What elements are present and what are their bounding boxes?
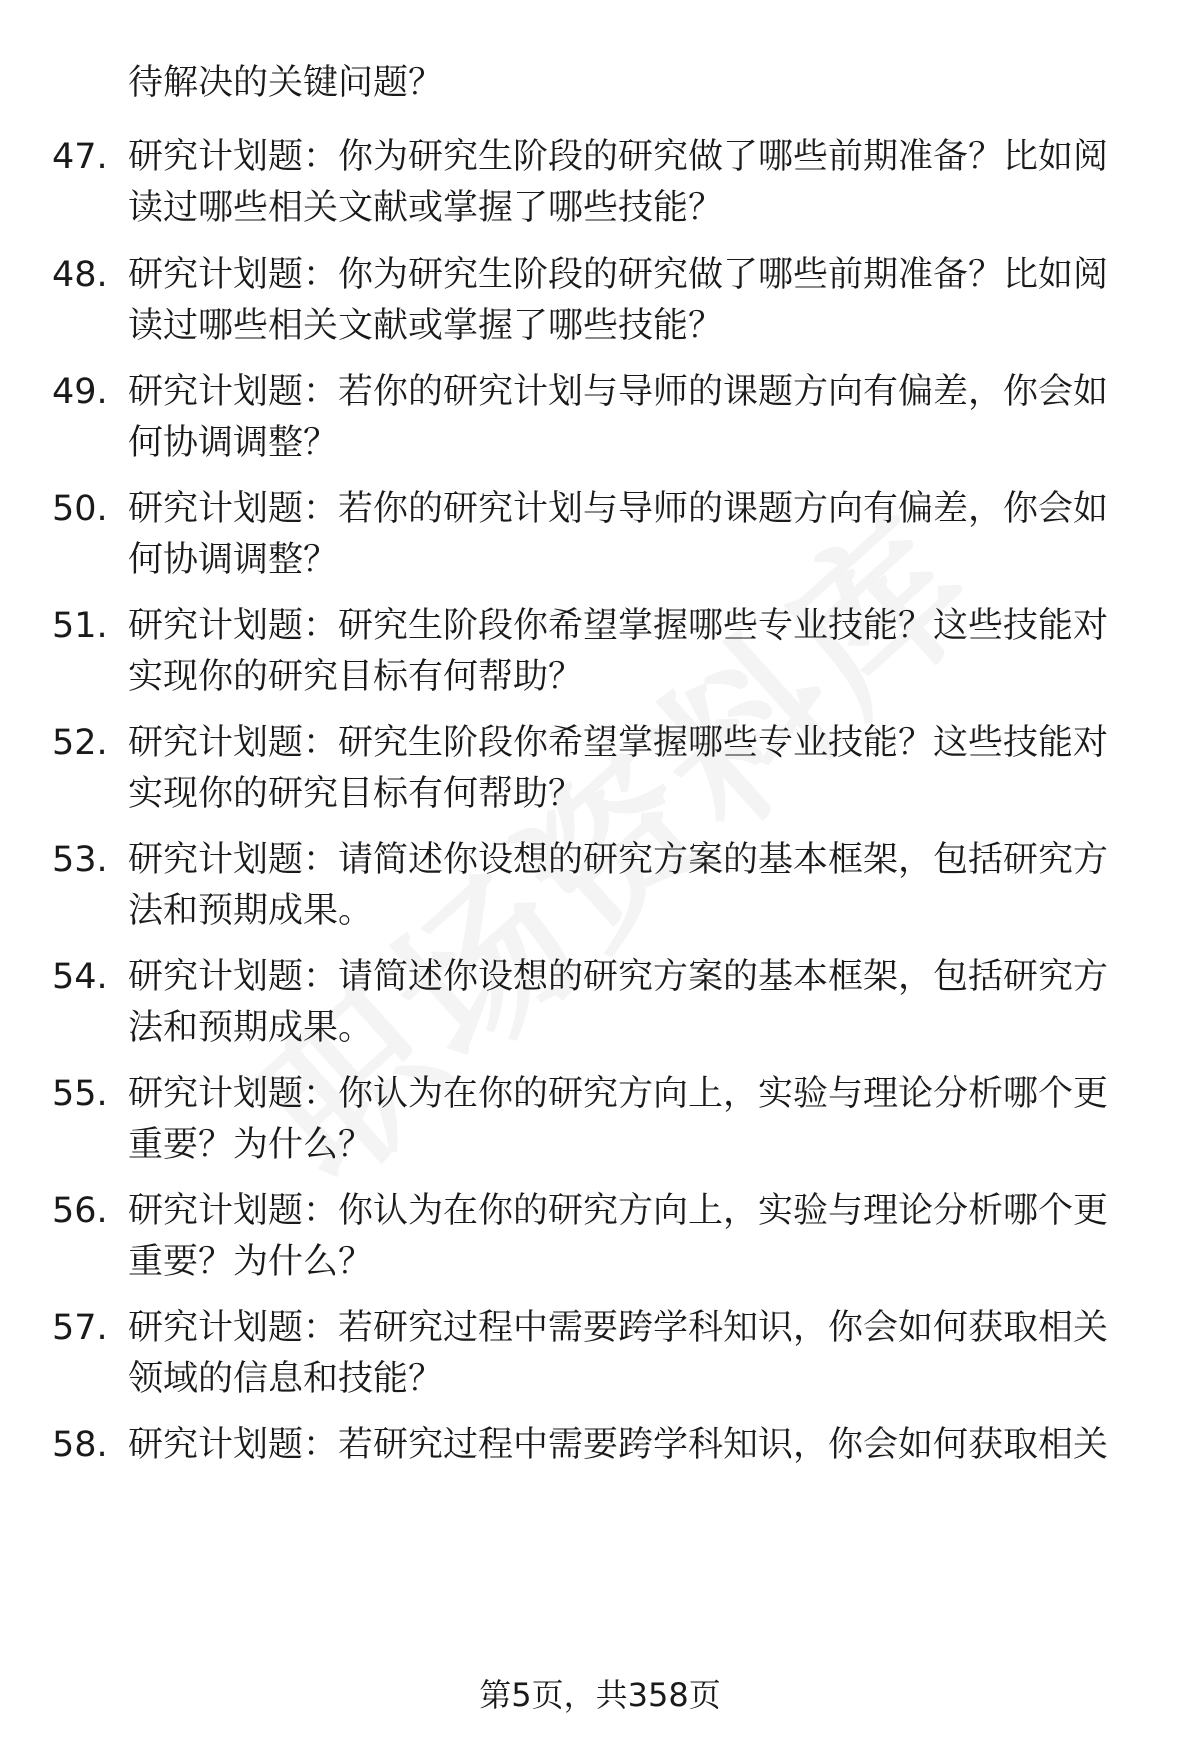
question-text: 研究计划题：若你的研究计划与导师的课题方向有偏差，你会如何协调调整？: [128, 372, 1109, 463]
question-number: 48.: [52, 255, 108, 295]
question-number: 49.: [52, 372, 108, 412]
question-text: 研究计划题：若你的研究计划与导师的课题方向有偏差，你会如何协调调整？: [128, 489, 1109, 580]
question-number: 51.: [52, 606, 108, 646]
question-text: 研究计划题：研究生阶段你希望掌握哪些专业技能？这些技能对实现你的研究目标有何帮助？: [128, 723, 1109, 814]
question-text: 研究计划题：请简述你设想的研究方案的基本框架，包括研究方法和预期成果。: [128, 957, 1109, 1048]
question-text: 研究计划题：你认为在你的研究方向上，实验与理论分析哪个更重要？为什么？: [128, 1191, 1109, 1282]
continuation-text: 待解决的关键问题？: [128, 63, 444, 103]
question-text: 研究计划题：你认为在你的研究方向上，实验与理论分析哪个更重要？为什么？: [128, 1074, 1109, 1165]
question-number: 52.: [52, 723, 108, 763]
question-number: 58.: [52, 1425, 108, 1465]
question-number: 53.: [52, 840, 108, 880]
question-text: 研究计划题：你为研究生阶段的研究做了哪些前期准备？比如阅读过哪些相关文献或掌握了哪些技能？: [128, 137, 1109, 228]
question-text: 研究计划题：研究生阶段你希望掌握哪些专业技能？这些技能对实现你的研究目标有何帮助？: [128, 606, 1109, 697]
question-text: 研究计划题：若研究过程中需要跨学科知识，你会如何获取相关领域的信息和技能？: [128, 1308, 1109, 1399]
question-number: 54.: [52, 957, 108, 997]
question-number: 50.: [52, 489, 108, 529]
question-text: 研究计划题：若研究过程中需要跨学科知识，你会如何获取相关: [128, 1425, 1109, 1465]
question-number: 57.: [52, 1308, 108, 1348]
question-number: 55.: [52, 1074, 108, 1114]
question-number: 56.: [52, 1191, 108, 1231]
question-text: 研究计划题：你为研究生阶段的研究做了哪些前期准备？比如阅读过哪些相关文献或掌握了哪些技能？: [128, 255, 1109, 346]
question-number: 47.: [52, 137, 108, 177]
page-footer: 第5页，共358页: [479, 1676, 721, 1714]
question-text: 研究计划题：请简述你设想的研究方案的基本框架，包括研究方法和预期成果。: [128, 840, 1109, 931]
